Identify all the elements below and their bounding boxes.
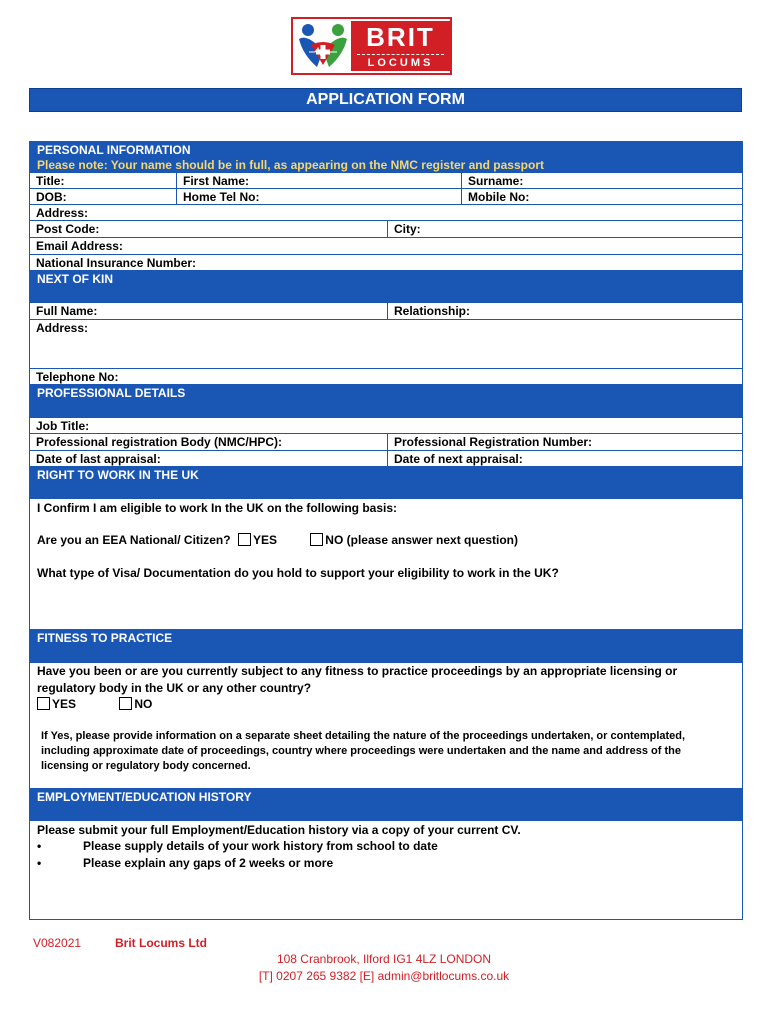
row-appraisals [30,451,742,467]
section-title: EMPLOYMENT/EDUCATION HISTORY [37,790,252,804]
post-code-field[interactable]: Post Code: [36,222,100,236]
row-registration [30,434,742,451]
fitness-no-label: NO [134,697,153,711]
eea-question: Are you an EEA National/ Citizen? [37,533,231,547]
fitness-info-line-1: If Yes, please provide information on a separate sheet detailing the nature of the proceedings undertaken, or contemplated, [41,730,686,742]
logo-wordmark [351,21,450,71]
name-note: Please note: Your name should be in full, as appearing on the NMC register and passport [37,158,544,172]
home-tel-field[interactable]: Home Tel No: [176,189,468,204]
fitness-answer-line [37,696,152,712]
fitness-yes-checkbox[interactable] [37,697,50,710]
kin-address-field[interactable]: Address: [36,321,89,335]
logo-divider [357,54,444,55]
section-title: PERSONAL INFORMATION [37,143,191,157]
eea-yes-label: YES [252,533,277,547]
right-to-work-body [30,499,742,630]
row-kin-address [30,320,742,369]
section-professional-details [30,385,742,418]
employment-body [30,821,742,919]
row-address [30,205,742,221]
employment-intro: Please submit your full Employment/Education history via a copy of your current CV. [37,823,521,837]
company-name: Brit Locums Ltd [115,936,207,950]
fitness-body [30,663,742,789]
row-postcode-city [30,221,742,238]
section-title: RIGHT TO WORK IN THE UK [37,468,199,482]
section-title: FITNESS TO PRACTICE [37,631,173,645]
row-email [30,238,742,255]
bullet-icon: • [37,856,42,870]
section-title: PROFESSIONAL DETAILS [37,386,186,400]
eligibility-statement: I Confirm I am eligible to work In the UK on the following basis: [37,501,398,515]
surname-field[interactable]: Surname: [461,173,742,188]
row-dob-phones [30,189,742,205]
kin-telephone-field[interactable]: Telephone No: [36,370,119,384]
logo-sub: LOCUMS [367,57,434,69]
visa-question: What type of Visa/ Documentation do you hold to support your eligibility to work in the UK? [37,566,559,580]
email-field[interactable]: Email Address: [36,239,123,253]
fitness-info-line-2: including approximate date of proceedings, country where proceedings were undertaken and the name and address of the [41,745,681,757]
row-kin-name [30,303,742,320]
kin-relationship-field[interactable]: Relationship: [387,303,742,319]
form-title: APPLICATION FORM [29,88,742,112]
fitness-no-checkbox[interactable] [119,697,132,710]
heart-people-icon [295,21,351,71]
last-appraisal-field[interactable]: Date of last appraisal: [36,452,161,466]
logo-brand: BRIT [366,22,435,52]
job-title-field[interactable]: Job Title: [36,419,90,433]
title-field[interactable]: Title: [36,174,65,188]
registration-body-field[interactable]: Professional registration Body (NMC/HPC): [36,435,283,449]
city-field[interactable]: City: [387,221,742,237]
fitness-info-line-3: licensing or regulatory body concerned. [41,760,251,772]
row-kin-telephone [30,369,742,385]
row-title-names [30,173,742,189]
section-title: NEXT OF KIN [37,272,114,286]
bullet-icon: • [37,839,42,853]
kin-full-name-field[interactable]: Full Name: [36,304,98,318]
dob-field[interactable]: DOB: [36,190,67,204]
ni-number-field[interactable]: National Insurance Number: [36,256,197,270]
version-code: V082021 [33,936,82,950]
eea-yes-checkbox[interactable] [238,533,251,546]
application-form [29,141,743,920]
address-field[interactable]: Address: [36,206,89,220]
section-next-of-kin [30,271,742,303]
eea-no-label: NO (please answer next question) [325,533,519,547]
eea-question-line [37,532,518,548]
brit-locums-logo [291,17,452,75]
company-address: 108 Cranbrook, Ilford IG1 4LZ LONDON [276,952,492,966]
first-name-field[interactable]: First Name: [176,173,468,188]
fitness-yes-label: YES [52,697,77,711]
registration-number-field[interactable]: Professional Registration Number: [387,434,742,450]
mobile-field[interactable]: Mobile No: [461,189,742,204]
section-right-to-work [30,467,742,499]
next-appraisal-field[interactable]: Date of next appraisal: [387,451,742,466]
row-ni [30,255,742,271]
fitness-question-line-1: Have you been or are you currently subject to any fitness to practice proceedings by an appropriate licensing or [37,664,678,678]
bullet-text: Please supply details of your work history from school to date [83,839,438,853]
section-personal-information [30,142,742,173]
section-employment-history [30,789,742,821]
section-fitness-to-practice [30,630,742,663]
fitness-question-line-2: regulatory body in the UK or any other country? [37,681,312,695]
row-job-title [30,418,742,434]
bullet-text: Please explain any gaps of 2 weeks or more [83,856,334,870]
company-contact: [T] 0207 265 9382 [E] admin@britlocums.co.uk [258,969,510,983]
eea-no-checkbox[interactable] [310,533,323,546]
